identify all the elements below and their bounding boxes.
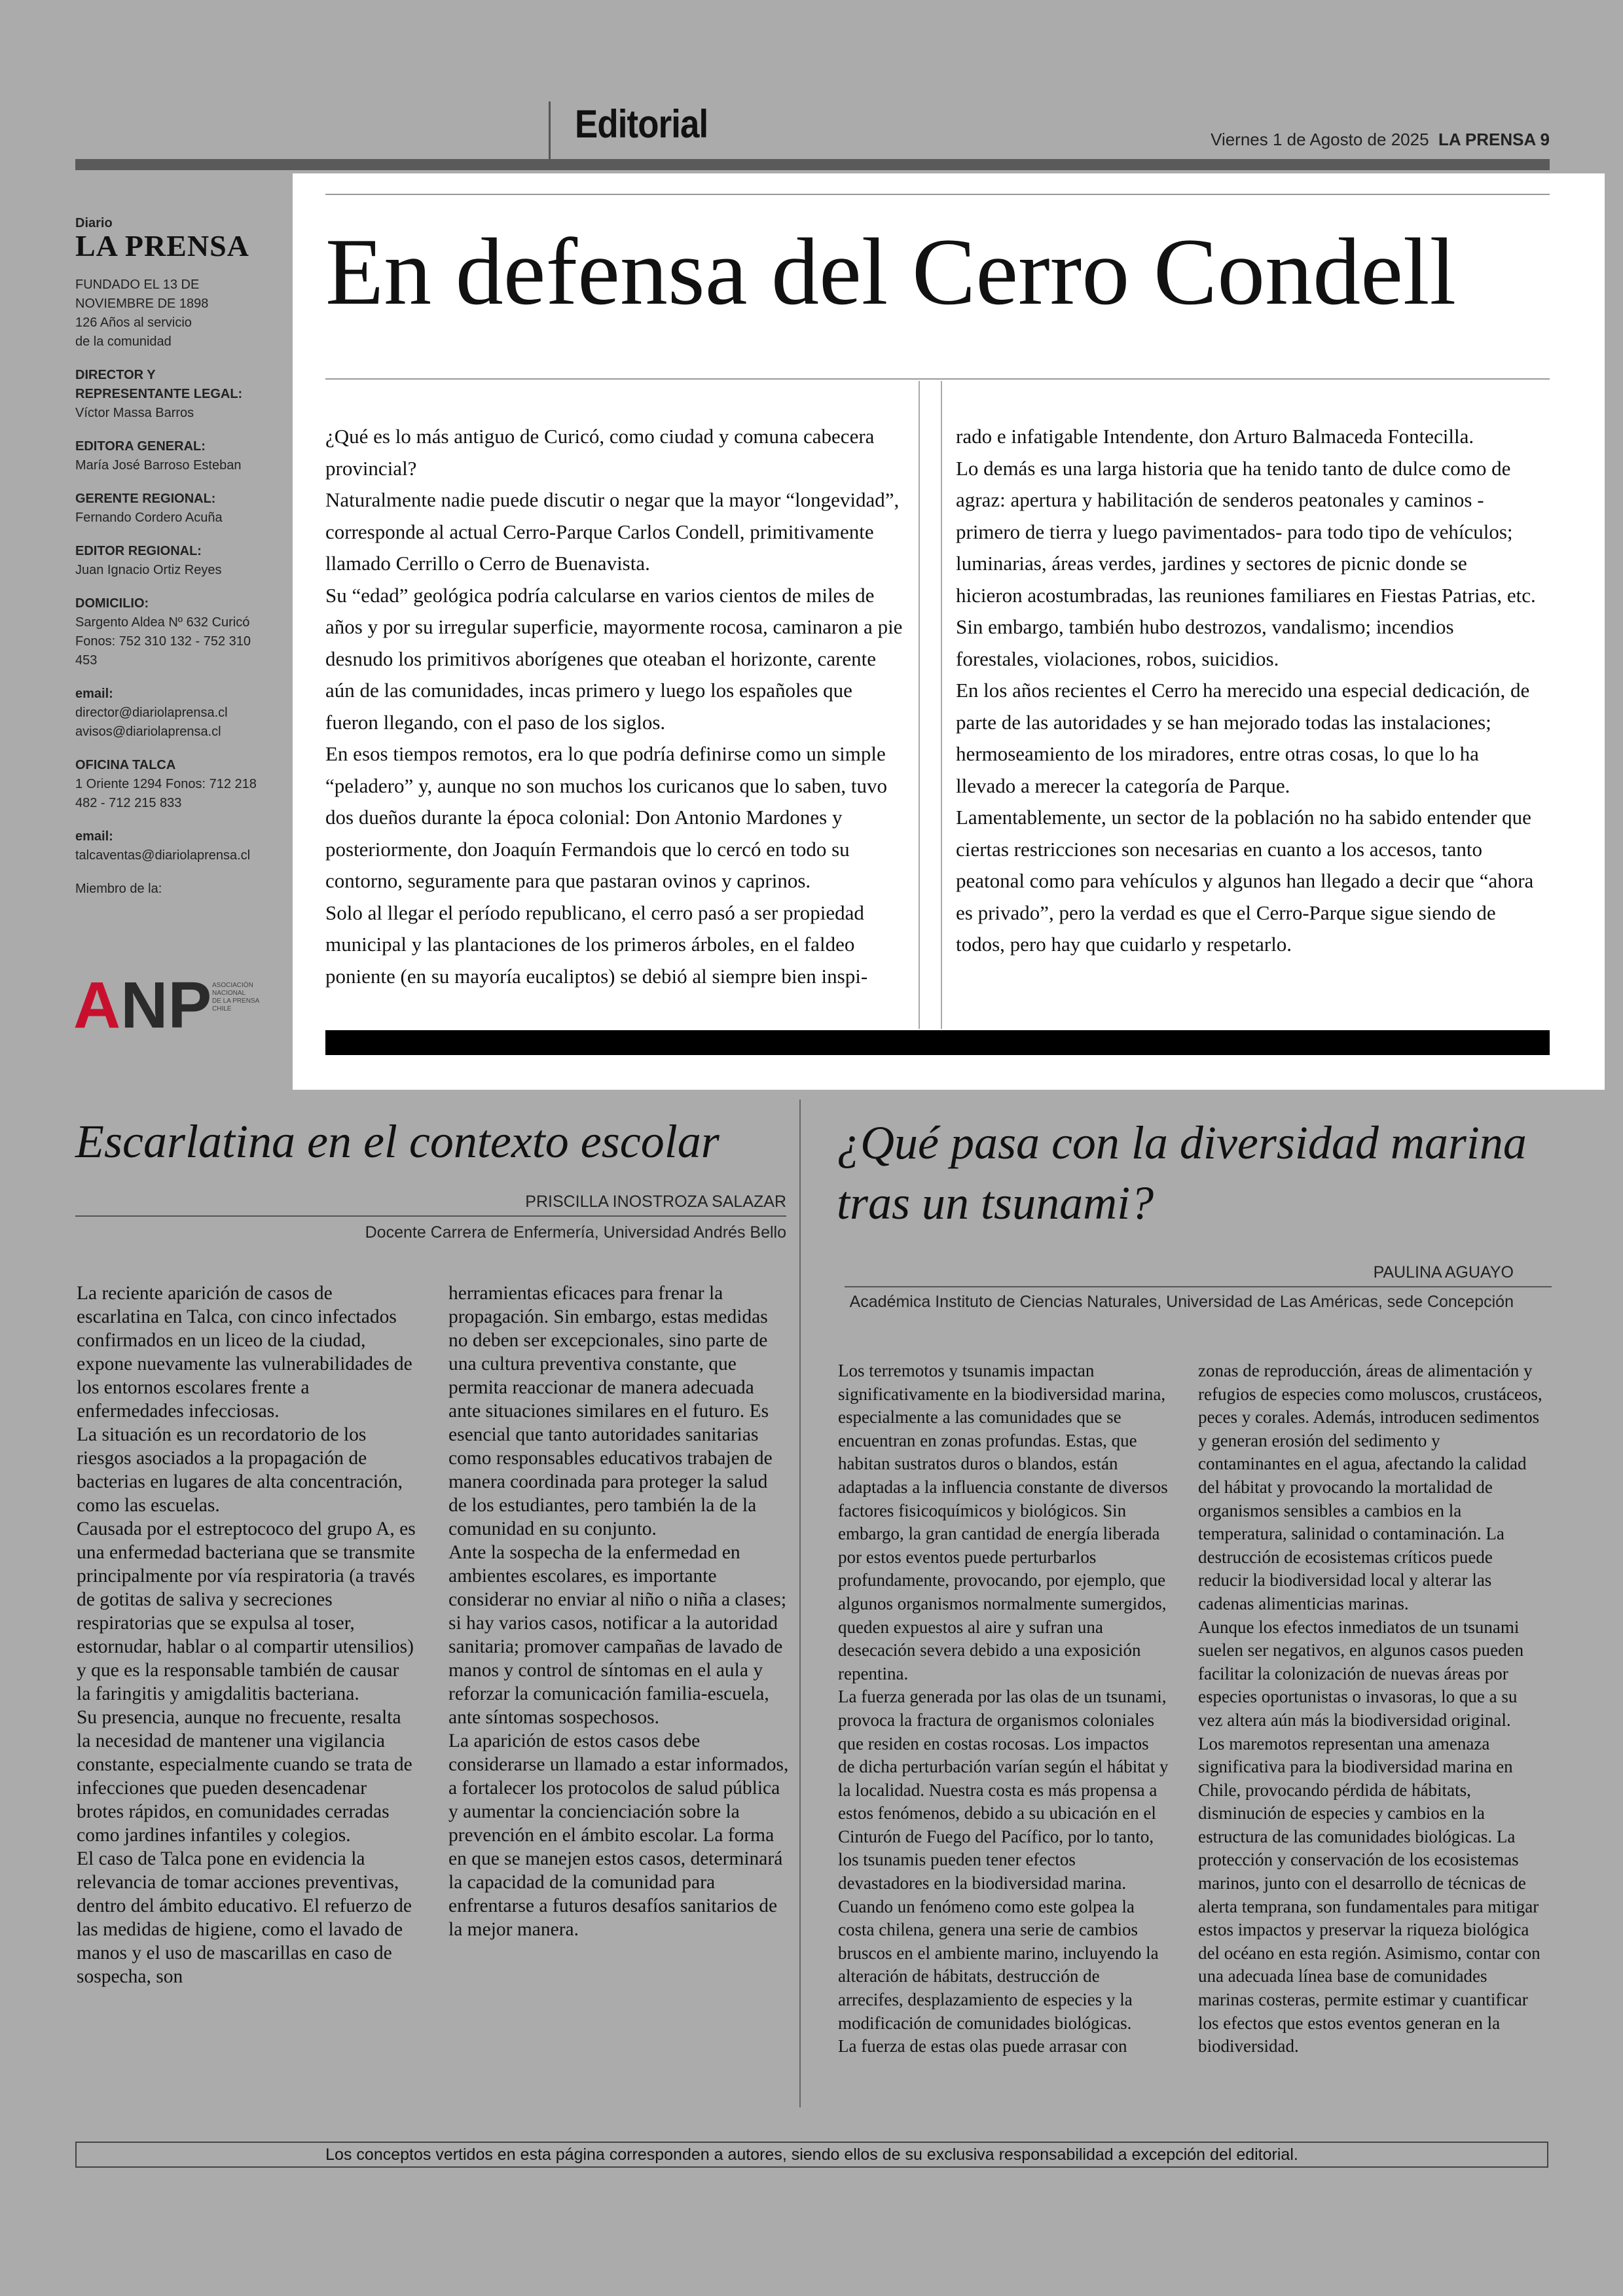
article1-affiliation: Docente Carrera de Enfermería, Universidad Andrés Bello [365, 1223, 786, 1242]
header-date-line [1211, 130, 1550, 150]
staff-label: EDITORA GENERAL: [75, 439, 206, 454]
article2-rule [845, 1286, 1552, 1287]
founded-line: NOVIEMBRE DE 1898 [75, 296, 209, 311]
staff-label: EDITOR REGIONAL: [75, 544, 202, 558]
paper-page: LA PRENSA 9 [1438, 130, 1550, 149]
staff-entry [75, 490, 272, 528]
logo-caption-line: NACIONAL [212, 990, 246, 997]
paragraph: Lamentablemente, un sector de la población no ha sabido entender que ciertas restricciones son necesarias en cuanto a los accesos, tanto peatonal como para vehículos y algunos han llegado a decir que “ahora es privado”, pero la verdad es que el Cerro-Parque sigue siendo de todos, pero hay que cuidarlo y respetarlo. [956, 806, 1534, 956]
article1-column-2 [448, 1282, 789, 1941]
staff-entry [75, 827, 272, 865]
staff-value: Juan Ignacio Ortiz Reyes [75, 563, 222, 577]
staff-entry [75, 594, 272, 670]
paragraph: La situación es un recordatorio de los riesgos asociados a la propagación de bacterias en lugares de alta concentración, como las escuelas. [77, 1424, 403, 1516]
staff-entry [75, 756, 272, 813]
paragraph: Sin embargo, también hubo destrozos, vandalismo; incendios forestales, violaciones, robos, suicidios. [956, 615, 1454, 670]
paragraph: La aparición de estos casos debe considerarse un llamado a estar informados, a fortalecer los protocolos de salud pública y aumentar la concienciación sobre la prevención en el ámbito escolar. La forma en que se manejen estos casos, determinará la capacidad de la comunidad para enfrentarse a futuros desafíos sanitarios de la mejor manera. [448, 1731, 789, 1940]
article2-column-1 [838, 1359, 1169, 2058]
logo-letters: ANP [73, 969, 212, 1034]
paragraph: Su “edad” geológica podría calcularse en varios cientos de miles de años y por su irregular superficie, mayormente rocosa, caminaron a pie desnudo los primitivos aborígenes que oteaban el horizonte, carente aún de las comunidades, incas primero y luego los españoles que fueron llegando, con el paso de los siglos. [325, 583, 903, 734]
header-divider [549, 101, 551, 159]
editorial-headline-rule [325, 378, 1550, 380]
masthead-brand: LA PRENSA [75, 229, 249, 262]
founded-line: FUNDADO EL 13 DE [75, 278, 200, 292]
article1-column-1 [77, 1282, 417, 1988]
staff-entry [75, 542, 272, 580]
paragraph: Lo demás es una larga historia que ha tenido tanto de dulce como de agraz: apertura y habilitación de senderos peatonales y caminos -primero de tierra y luego pavimentados- para todo tipo de vehículos; luminarias, áreas verdes, jardines y sectores de picnic donde se hicieron acostumbradas, las reuniones familiares en Fiestas Patrias, etc. [956, 456, 1536, 607]
editorial-column-rule [919, 381, 920, 1029]
staff-value: Víctor Massa Barros [75, 406, 194, 420]
editorial-headline: En defensa del Cerro Condell [325, 219, 1457, 325]
paragraph: La fuerza generada por las olas de un tsunami, provoca la fractura de organismos coloniales que residen en costas rocosas. Los impactos de dicha perturbación varían según el hábitat y la localidad. Nuestra costa es más propensa a estos fenómenos, debido a su ubicación en el Cinturón de Fuego del Pacífico, por lo tanto, los tsunamis pueden tener efectos devastadores en la biodiversidad marina. Cuando un fenómeno como este golpea la costa chilena, genera una serie de cambios bruscos en el ambiente marino, incluyendo la alteración de hábitats, destrucción de arrecifes, desplazamiento de especies y la modificación de comunidades biológicas. [838, 1687, 1169, 2033]
paragraph: rado e infatigable Intendente, don Arturo Balmaceda Fontecilla. [956, 425, 1474, 448]
article2-title: ¿Qué pasa con la diversidad marina tras un tsunami? [837, 1117, 1527, 1229]
member-of: Miembro de la: [75, 882, 162, 896]
article1-title: Escarlatina en el contexto escolar [75, 1115, 720, 1168]
staff-value: Fernando Cordero Acuña [75, 511, 223, 525]
paragraph: Su presencia, aunque no frecuente, resalta la necesidad de mantener una vigilancia constante, especialmente cuando se trata de infecciones que pueden desencadenar brotes rápidos, en comunidades cerradas como jardines infantiles y colegios. [77, 1707, 412, 1846]
editorial-top-rule [325, 194, 1550, 195]
paragraph: Los maremotos representan una amenaza significativa para la biodiversidad marina en Chile, provocando pérdida de hábitats, disminución de especies y cambios en la estructura de las comunidades biológicas. La protección y conservación de los ecosistemas marinos, junto con el desarrollo de técnicas de alerta temprana, son fundamentales para mitigar estos impactos y preservar la riqueza biológica del océano en esta región. Asimismo, contar con una adecuada línea base de comunidades marinas costeras, permite estimar y cuantificar los efectos que estos eventos generan en la biodiversidad. [1198, 1733, 1541, 2056]
staff-value: María José Barroso Esteban [75, 458, 242, 473]
staff-label: email: [75, 829, 113, 844]
founded-line: de la comunidad [75, 334, 172, 349]
paragraph: La fuerza de estas olas puede arrasar con [838, 2036, 1127, 2056]
staff-value: director@diariolaprensa.cl avisos@diariolaprensa.cl [75, 706, 228, 739]
paragraph: zonas de reproducción, áreas de alimentación y refugios de especies como moluscos, crustáceos, peces y corales. Además, introducen sedimentos y generan erosión del sedimento y contaminantes en el agua, afectando la calidad del hábitat y provocando la mortalidad de organismos sensibles a cambios en la temperatura, salinidad o contaminación. La destrucción de ecosistemas críticos puede reducir la biodiversidad local y alterar las cadenas alimenticias marinas. [1198, 1361, 1542, 1613]
editorial-column-rule [941, 381, 942, 1029]
logo-caption-line: CHILE [212, 1005, 232, 1013]
paragraph: La reciente aparición de casos de escarlatina en Talca, con cinco infectados confirmados en un liceo de la ciudad, expone nuevamente las vulnerabilidades de los entornos escolares frente a enfermedades infecciosas. [77, 1283, 412, 1422]
paragraph: El caso de Talca pone en evidencia la relevancia de tomar acciones preventivas, dentro del ámbito educativo. El refuerzo de las medidas de higiene, como el lavado de manos y el uso de mascarillas en caso de sospecha, son [77, 1848, 412, 1987]
paragraph: Aunque los efectos inmediatos de un tsunami suelen ser negativos, en algunos casos pueden facilitar la colonización de nuevas áreas por especies oportunistas o invasoras, lo que a su vez altera aún más la biodiversidad original. [1198, 1617, 1524, 1730]
articles-divider [799, 1100, 801, 2108]
paragraph: Ante la sospecha de la enfermedad en ambientes escolares, es importante considerar no enviar al niño o niña a clases; si hay varios casos, notificar a la autoridad sanitaria; promover campañas de lavado de manos y control de síntomas en el aula y reforzar la comunicación familia-escuela, ante síntomas sospechosos. [448, 1542, 787, 1728]
issue-date: Viernes 1 de Agosto de 2025 [1211, 130, 1429, 149]
staff-entry [75, 366, 272, 423]
article1-author: PRISCILLA INOSTROZA SALAZAR [525, 1193, 786, 1211]
staff-label: DOMICILIO: [75, 596, 149, 611]
editorial-column-1 [325, 421, 907, 992]
staff-label: DIRECTOR Y REPRESENTANTE LEGAL: [75, 368, 243, 401]
masthead-founded [75, 276, 272, 351]
editorial-bottom-bar [325, 1030, 1550, 1055]
paragraph: En esos tiempos remotos, era lo que podría definirse como un simple “peladero” y, aunque no son muchos los curicanos que lo saben, tuvo dos dueños durante la época colonial: Don Antonio Mardones y posteriormente, don Joaquín Fermandois que lo cercó en todo su contorno, seguramente para que pastaran ovinos y caprinos. [325, 742, 888, 892]
masthead [75, 216, 272, 899]
paragraph: En los años recientes el Cerro ha merecido una especial dedicación, de parte de las autoridades y se han mejorado todas las instalaciones; hermoseamiento de los miradores, entre otras cosas, lo que lo ha llevado a merecer la categoría de Parque. [956, 679, 1530, 797]
article1-rule [75, 1215, 786, 1217]
header-bar [75, 159, 1550, 170]
staff-label: OFICINA TALCA [75, 758, 176, 772]
disclaimer: Los conceptos vertidos en esta página corresponden a autores, siendo ellos de su exclusiva responsabilidad a excepción del editorial. [75, 2142, 1548, 2168]
paragraph: Naturalmente nadie puede discutir o negar que la mayor “longevidad”, corresponde al actual Cerro-Parque Carlos Condell, primitivamente llamado Cerrillo o Cerro de Buenavista. [325, 488, 900, 575]
paragraph: Los terremotos y tsunamis impactan significativamente en la biodiversidad marina, especialmente a las comunidades que se encuentran en zonas profundas. Estas, que habitan sustratos duros o blandos, están adaptadas a la influencia constante de diversos factores fisicoquímicos y biológicos. Sin embargo, la gran cantidad de energía liberada por estos eventos puede perturbarlos profundamente, provocando, por ejemplo, que algunos organismos normalmente sumergidos, queden expuestos al aire y sufran una desecación severa debido a una exposición repentina. [838, 1361, 1168, 1683]
article2-affiliation: Académica Instituto de Ciencias Naturales, Universidad de Las Américas, sede Concepción [849, 1293, 1514, 1311]
staff-value: Sargento Aldea Nº 632 Curicó Fonos: 752 310 132 - 752 310 453 [75, 615, 251, 668]
staff-value: 1 Oriente 1294 Fonos: 712 218 482 - 712 215 833 [75, 777, 257, 810]
editorial-column-2 [956, 421, 1537, 961]
staff-label: GERENTE REGIONAL: [75, 492, 216, 506]
logo-caption-line: ASOCIACIÓN [212, 982, 253, 989]
masthead-diario: Diario [75, 216, 113, 230]
founded-line: 126 Años al servicio [75, 315, 192, 330]
paragraph: Causada por el estreptococo del grupo A, es una enfermedad bacteriana que se transmite principalmente por vía respiratoria (a través de gotitas de saliva y secreciones respiratorias que se expulsa al toser, estornudar, hablar o al compartir utensilios) y que es la responsable también de causar la faringitis y amigdalitis bacteriana. [77, 1518, 416, 1704]
logo-caption-line: DE LA PRENSA [212, 997, 260, 1005]
section-title: Editorial [575, 102, 708, 146]
staff-value: talcaventas@diariolaprensa.cl [75, 848, 251, 863]
staff-entry [75, 437, 272, 475]
paragraph: herramientas eficaces para frenar la propagación. Sin embargo, estas medidas no deben ser excepcionales, sino parte de una cultura preventiva constante, que permita reaccionar de manera adecuada ante situaciones similares en el futuro. Es esencial que tanto autoridades sanitarias como responsables educativos trabajen de manera coordinada para proteger la salud de los estudiantes, pero también la de la comunidad en su conjunto. [448, 1283, 773, 1539]
staff-entry [75, 685, 272, 742]
article2-author: PAULINA AGUAYO [1373, 1263, 1514, 1282]
paragraph: ¿Qué es lo más antiguo de Curicó, como ciudad y comuna cabecera provincial? [325, 425, 875, 480]
staff-list [75, 366, 272, 865]
paragraph: Solo al llegar el período republicano, el cerro pasó a ser propiedad municipal y las plantaciones de los primeros árboles, en el faldeo poniente (en su mayoría eucaliptos) se debió al siempre bien inspi- [325, 901, 868, 988]
anp-logo-icon [73, 969, 276, 1034]
staff-label: email: [75, 687, 113, 701]
article2-column-2 [1198, 1359, 1545, 2058]
